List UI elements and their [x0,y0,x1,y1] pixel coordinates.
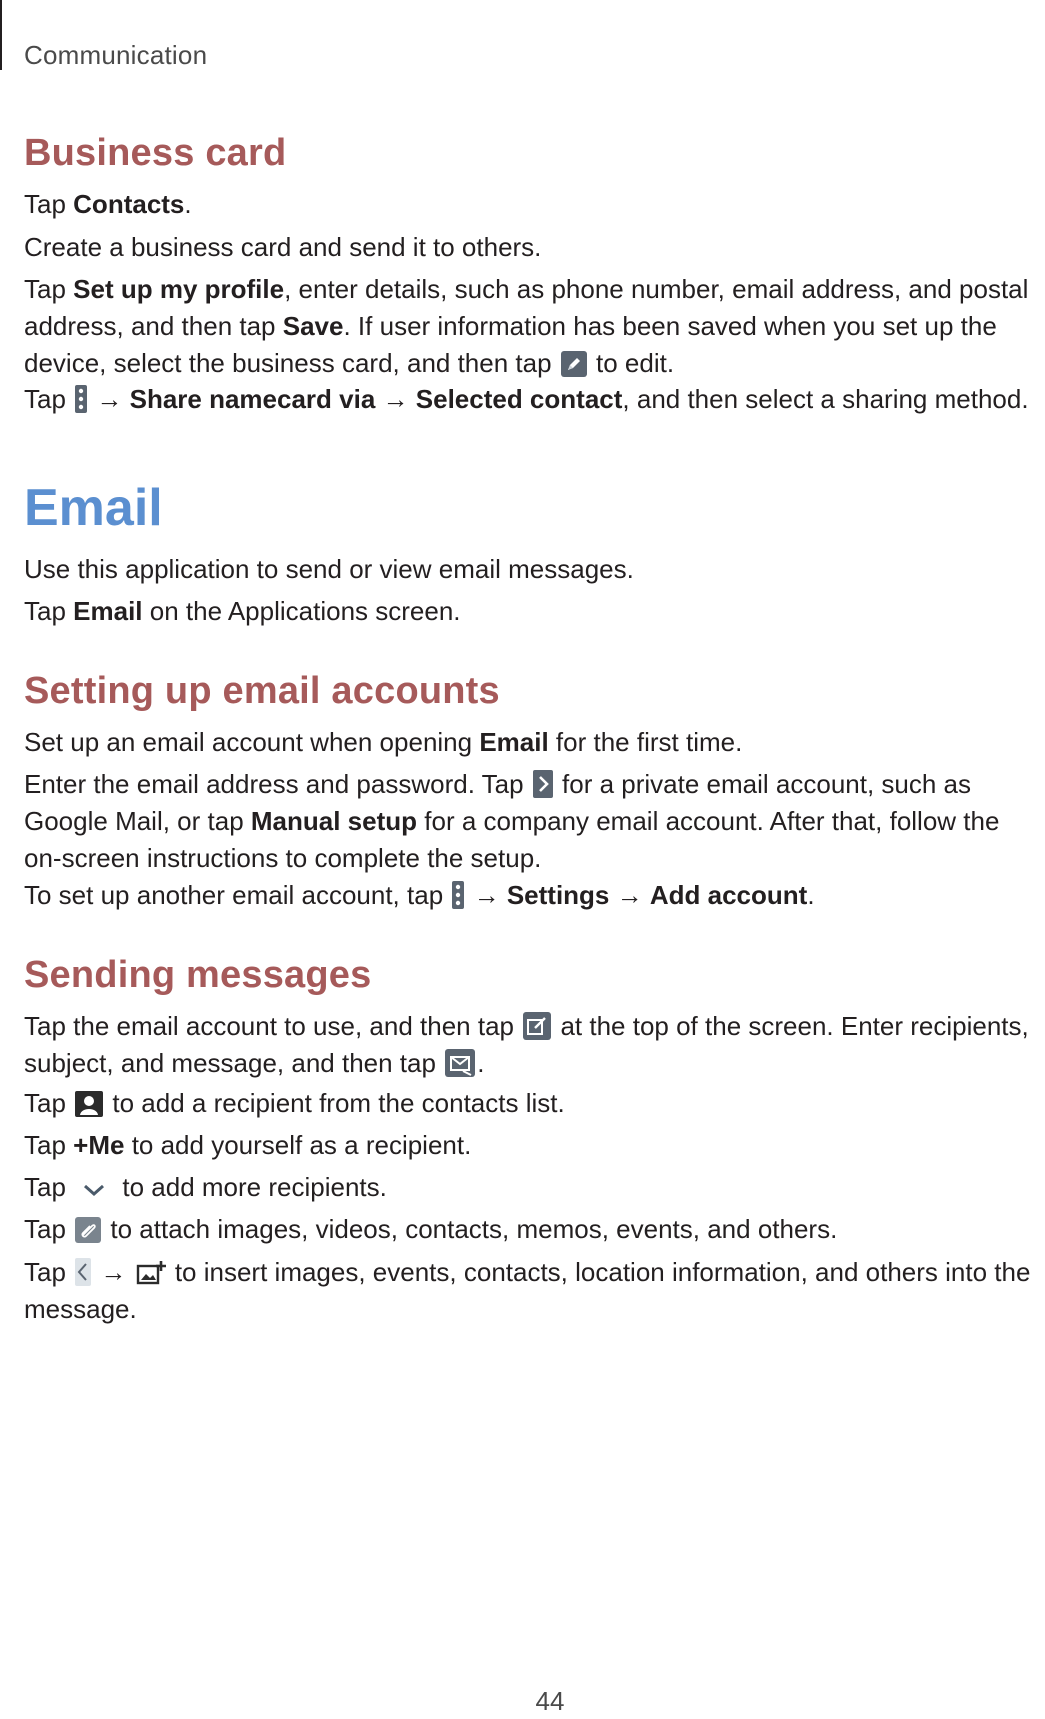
send-icon[interactable] [445,1049,475,1077]
plus-me-label: +Me [73,1130,125,1160]
save-label: Save [282,311,344,341]
sending-step-1: Tap the email account to use, and then tap at the top of the screen. Enter recipients, subject, and message, and then tap . [24,1011,1029,1078]
business-card-step-4: Tap → Share namecard via → Selected contact, and then select a sharing method. [24,384,1029,414]
selected-contact-label: Selected contact [415,384,623,414]
sending-step-6: Tap → to insert images, events, contacts, location information, and others into the message. [24,1257,1031,1324]
business-card-step-2: Create a business card and send it to others. [24,232,542,262]
contacts-label: Contacts [73,189,185,219]
sending-step-5: Tap to attach images, videos, contacts, memos, events, and others. [24,1214,838,1244]
email-intro: Use this application to send or view email messages. [24,554,634,584]
email-app-label: Email [73,596,143,626]
sending-messages-heading: Sending messages [24,954,372,996]
sending-step-3: Tap +Me to add yourself as a recipient. [24,1130,472,1160]
menu-dots-icon[interactable] [452,881,464,909]
sending-step-2: Tap to add a recipient from the contacts list. [24,1088,565,1118]
page-number: 44 [535,1686,565,1716]
settings-label: Settings [506,880,610,910]
sending-step-4: Tap to add more recipients. [24,1172,387,1202]
compose-icon[interactable] [523,1012,551,1040]
setup-step-1: Set up an email account when opening Email for the first time. [24,727,743,757]
insert-icon[interactable] [136,1260,166,1286]
setup-step-3: To set up another email account, tap → Settings → Add account. [24,880,815,910]
business-card-step-1: Tap Contacts. [24,189,192,219]
attach-paperclip-icon[interactable] [75,1217,101,1243]
back-chevron-icon[interactable] [75,1258,91,1286]
setting-up-heading: Setting up email accounts [24,670,500,712]
business-card-heading: Business card [24,132,287,174]
corner-rule [0,0,2,70]
edit-pencil-icon[interactable] [561,351,587,377]
email-chapter-title: Email [24,479,163,537]
menu-dots-icon[interactable] [75,385,87,413]
add-account-label: Add account [649,880,808,910]
email-label: Email [479,727,549,757]
next-chevron-icon[interactable] [533,770,553,798]
running-header: Communication [24,40,208,70]
expand-chevron-icon[interactable] [81,1179,107,1201]
set-up-my-profile-label: Set up my profile [73,274,285,304]
email-open-step: Tap Email on the Applications screen. [24,596,461,626]
contact-icon[interactable] [75,1091,103,1117]
business-card-step-3: Tap Set up my profile, enter details, such as phone number, email address, and postal address, and then tap Save. If user information has been saved when you set up the device, select the business card, and then tap to edit. [24,274,1029,378]
manual-setup-label: Manual setup [250,806,418,836]
setup-step-2: Enter the email address and password. Tap for a private email account, such as Google Mail, or tap Manual setup for a company email account. After that, follow the on-screen instructions to complete the setup. [24,769,1000,873]
share-namecard-via-label: Share namecard via [129,384,376,414]
